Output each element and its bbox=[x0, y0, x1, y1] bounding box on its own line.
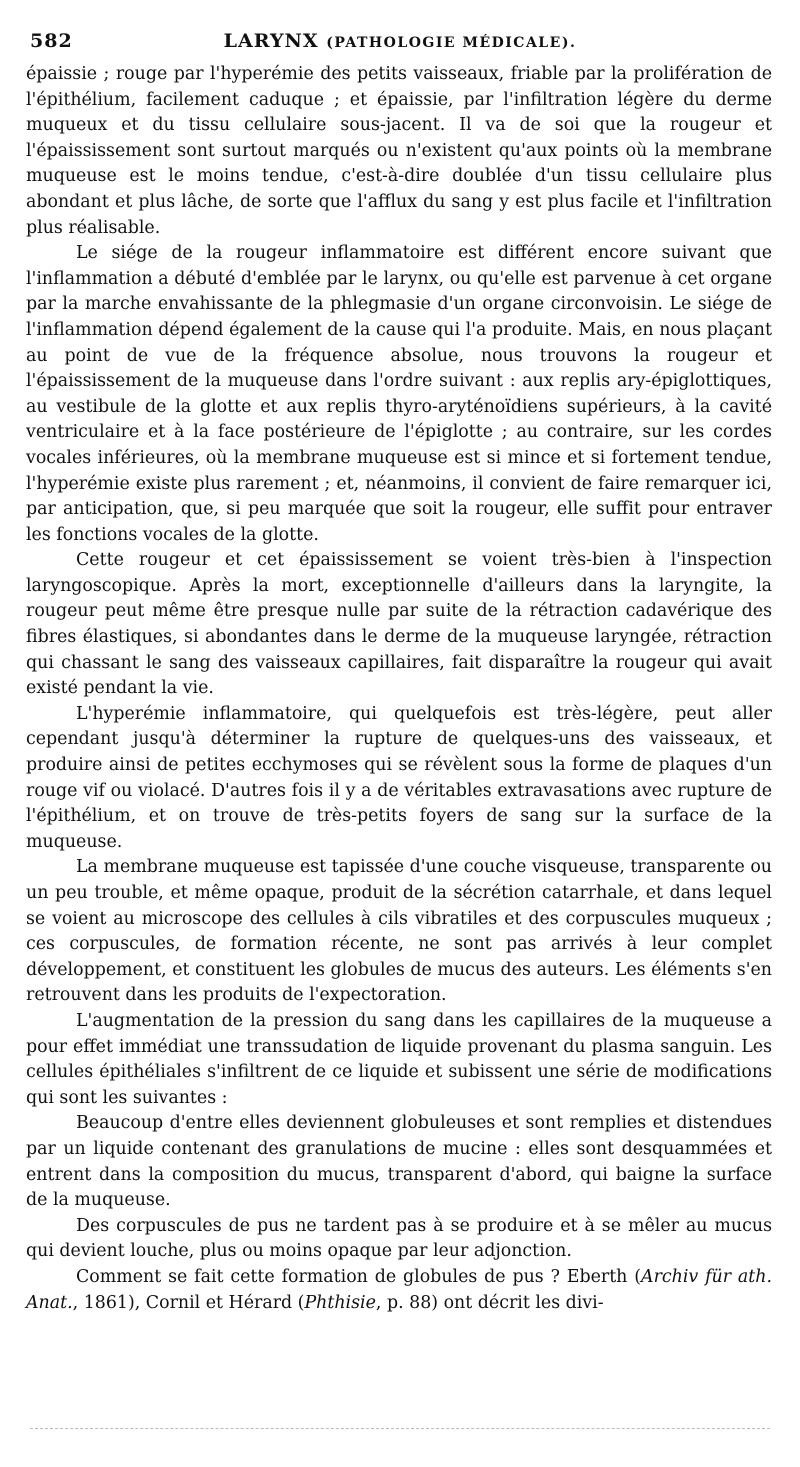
paragraph-6: L'augmentation de la pression du sang dans les capillaires de la muqueuse a pour effet immédiat une transsudation de liquide provenant du plasma sanguin. Les cellules épithéliales s'infiltrent de ce liquide et subissent une série de modifications qui sont les suivantes : bbox=[26, 1010, 772, 1108]
running-title-subtitle: (PATHOLOGIE MÉDICALE). bbox=[326, 35, 577, 51]
running-title bbox=[30, 30, 770, 52]
page-number: 582 bbox=[30, 30, 73, 52]
paragraph-4: L'hyperémie inflammatoire, qui quelquefois est très-légère, peut aller cependant jusqu'à déterminer la rupture de quelques-uns des vaisseaux, et produire ainsi de petites ecchymoses qui se révèlent sous la forme de plaques d'un rouge vif ou violacé. D'autres fois il y a de véritables extravasations avec rupture de l'épithélium, et on trouve de très-petits foyers de sang sur la surface de la muqueuse. bbox=[26, 703, 772, 852]
paragraph-9-text-a: Comment se fait cette formation de globules de pus ? Eberth ( bbox=[76, 1266, 642, 1287]
paragraph-3: Cette rougeur et cet épaississement se voient très-bien à l'inspection laryngoscopique. Après la mort, exceptionnelle d'ailleurs dans la laryngite, la rougeur peut même être presque nulle par suite de la rétraction cadavérique des fibres élastiques, si abondantes dans le derme de la muqueuse laryngée, rétraction qui chassant le sang des vaisseaux capillaires, fait disparaître la rougeur qui avait existé pendant la vie. bbox=[26, 550, 772, 699]
paragraph-7: Beaucoup d'entre elles deviennent globuleuses et sont remplies et distendues par un liquide contenant des granulations de mucine : elles sont desquammées et entrent dans la composition du mucus, transparent d'abord, qui baigne la surface de la muqueuse. bbox=[26, 1113, 772, 1211]
citation-phthisie: Phthisie bbox=[304, 1292, 376, 1313]
paragraph-9 bbox=[26, 1265, 772, 1316]
page-header bbox=[30, 30, 770, 56]
running-title-main: LARYNX bbox=[223, 30, 319, 52]
page-body bbox=[26, 62, 772, 1316]
paragraph-9-text-e: , p. 88) ont décrit les divi- bbox=[375, 1292, 604, 1313]
paragraph-8: Des corpuscules de pus ne tardent pas à se produire et à se mêler au mucus qui devient louche, plus ou moins opaque par leur adjonction. bbox=[26, 1215, 772, 1262]
footer-rule bbox=[30, 1428, 770, 1429]
paragraph-5: La membrane muqueuse est tapissée d'une couche visqueuse, transparente ou un peu trouble, et même opaque, produit de la sécrétion catarrhale, et dans lequel se voient au microscope des cellules à cils vibratiles et des corpuscules muqueux ; ces corpuscules, de formation récente, ne sont pas arrivés à leur complet développement, et constituent les globules de mucus des auteurs. Les éléments s'en retrouvent dans les produits de l'expectoration. bbox=[26, 857, 772, 1006]
paragraph-1: épaissie ; rouge par l'hyperémie des petits vaisseaux, friable par la prolifération de l'épithélium, facilement caduque ; et épaissie, par l'infiltration légère du derme muqueux et du tissu cellulaire sous-jacent. Il va de soi que la rougeur et l'épaississement sont surtout marqués ou n'existent qu'aux points où la membrane muqueuse est le moins tendue, c'est-à-dire doublée d'un tissu cellulaire plus abondant et plus lâche, de sorte que l'afflux du sang y est plus facile et l'infiltration plus réalisable. bbox=[26, 64, 772, 238]
paragraph-2: Le siége de la rougeur inflammatoire est différent encore suivant que l'inflammation a débuté d'emblée par le larynx, ou qu'elle est parvenue à cet organe par la marche envahissante de la phlegmasie d'un organe circonvoisin. Le siége de l'inflammation dépend également de la cause qui l'a produite. Mais, en nous plaçant au point de vue de la fréquence absolue, nous trouvons la rougeur et l'épaississement de la muqueuse dans l'ordre suivant : aux replis ary-épiglottiques, au vestibule de la glotte et aux replis thyro-aryténoïdiens supérieurs, à la cavité ventriculaire et à la face postérieure de l'épiglotte ; au contraire, sur les cordes vocales inférieures, où la membrane muqueuse est si mince et si fortement tendue, l'hyperémie existe plus rarement ; et, néanmoins, il convient de faire remarquer ici, par anticipation, que, si peu marquée que soit la rougeur, elle suffit pour entraver les fonctions vocales de la glotte. bbox=[26, 243, 772, 545]
paragraph-9-text-c: , 1861), Cornil et Hérard ( bbox=[72, 1292, 305, 1313]
citation-archiv: Archiv für ath. Anat. bbox=[26, 1266, 772, 1313]
